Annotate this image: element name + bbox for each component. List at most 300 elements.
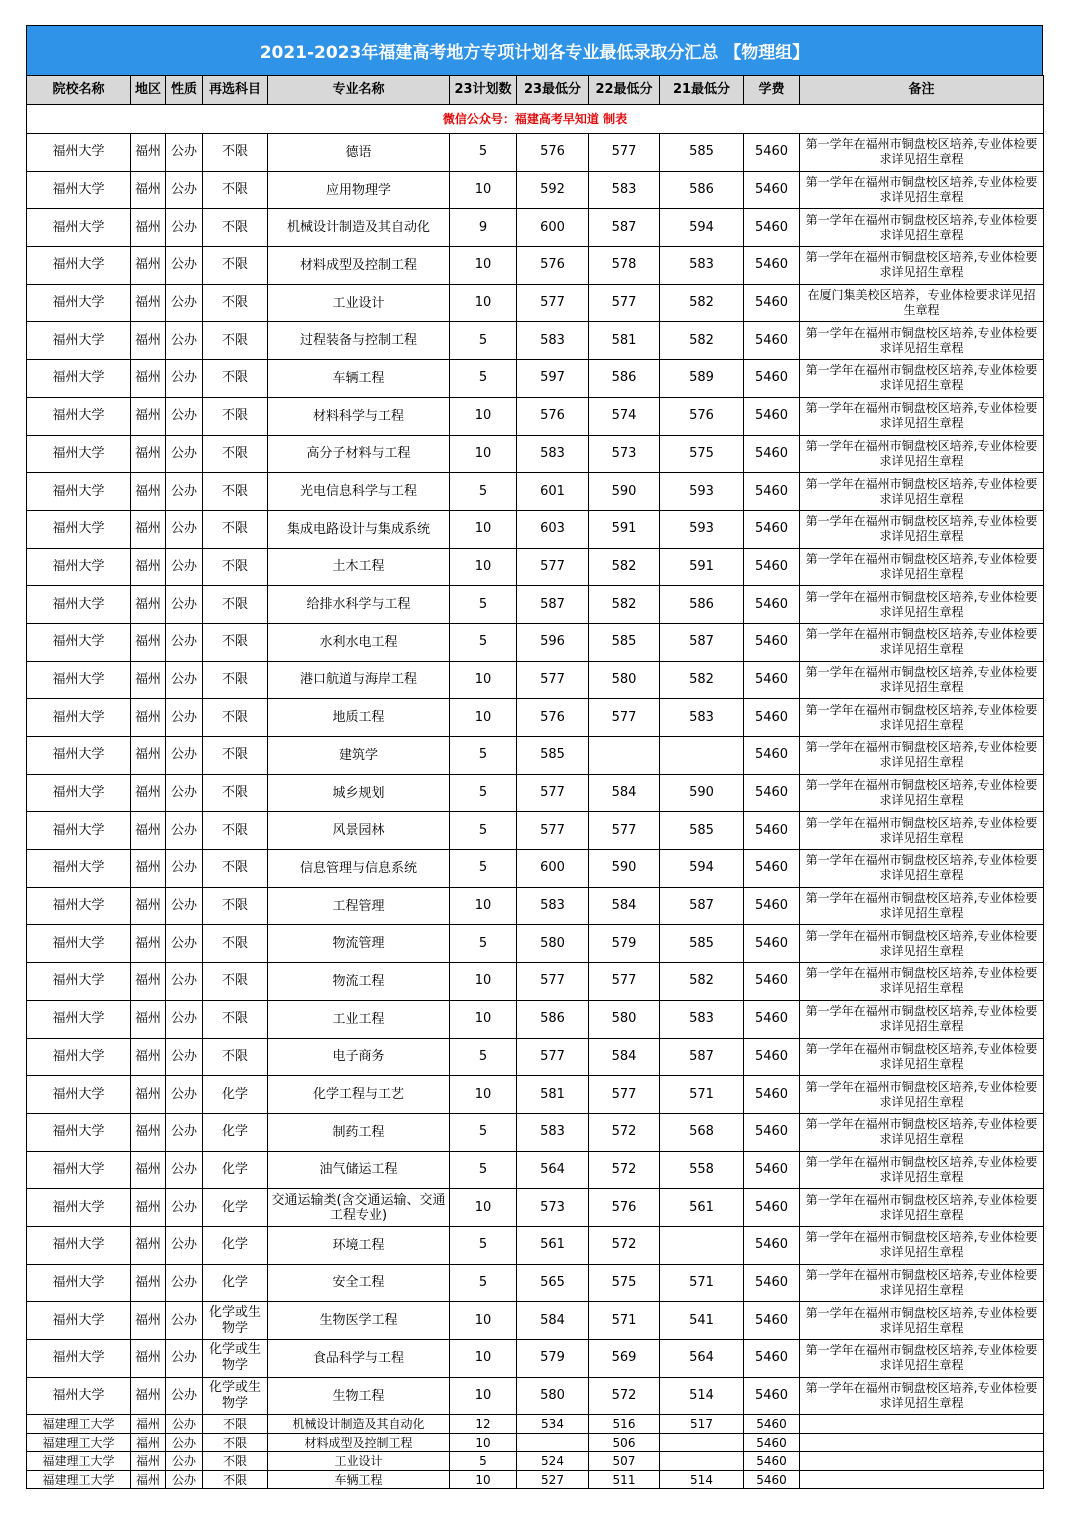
table-row — [27, 171, 1044, 209]
fee-cell: 5460 — [744, 171, 800, 209]
plan-cell: 10 — [450, 1377, 517, 1415]
min23-cell: 581 — [517, 1076, 589, 1114]
min22-cell: 584 — [589, 774, 660, 812]
type-cell: 公办 — [166, 1076, 203, 1114]
column-header: 再选科目 — [203, 76, 268, 105]
min23-cell: 585 — [517, 737, 589, 775]
major-cell: 德语 — [268, 134, 450, 172]
school-cell: 福州大学 — [27, 1113, 131, 1151]
note-cell: 第一学年在福州市铜盘校区培养,专业体检要求详见招生章程 — [800, 473, 1044, 511]
region-cell: 福州 — [131, 1038, 166, 1076]
region-cell: 福州 — [131, 1302, 166, 1340]
subject-cell: 不限 — [203, 887, 268, 925]
region-cell: 福州 — [131, 1151, 166, 1189]
table-row — [27, 887, 1044, 925]
column-header: 性质 — [166, 76, 203, 105]
min21-cell: 589 — [660, 360, 744, 398]
min23-cell: 577 — [517, 774, 589, 812]
region-cell: 福州 — [131, 887, 166, 925]
min21-cell: 558 — [660, 1151, 744, 1189]
subject-cell: 化学或生物学 — [203, 1340, 268, 1378]
plan-cell: 5 — [450, 1038, 517, 1076]
min21-cell: 583 — [660, 1000, 744, 1038]
min23-cell: 577 — [517, 963, 589, 1001]
school-cell: 福州大学 — [27, 661, 131, 699]
region-cell: 福州 — [131, 322, 166, 360]
notice-row — [27, 105, 1044, 134]
subject-cell: 化学 — [203, 1151, 268, 1189]
table-row — [27, 1000, 1044, 1038]
fee-cell: 5460 — [744, 661, 800, 699]
fee-cell: 5460 — [744, 510, 800, 548]
plan-cell: 5 — [450, 774, 517, 812]
plan-cell: 10 — [450, 963, 517, 1001]
min22-cell: 511 — [589, 1470, 660, 1489]
header-row — [27, 76, 1044, 105]
column-header: 23计划数 — [450, 76, 517, 105]
school-cell: 福州大学 — [27, 699, 131, 737]
min21-cell: 585 — [660, 925, 744, 963]
subject-cell: 不限 — [203, 1433, 268, 1452]
fee-cell: 5460 — [744, 1151, 800, 1189]
type-cell: 公办 — [166, 435, 203, 473]
min21-cell: 514 — [660, 1377, 744, 1415]
type-cell: 公办 — [166, 397, 203, 435]
subject-cell: 不限 — [203, 737, 268, 775]
fee-cell: 5460 — [744, 1264, 800, 1302]
fee-cell: 5460 — [744, 699, 800, 737]
plan-cell: 5 — [450, 623, 517, 661]
subject-cell: 不限 — [203, 850, 268, 888]
type-cell: 公办 — [166, 473, 203, 511]
school-cell: 福州大学 — [27, 850, 131, 888]
region-cell: 福州 — [131, 435, 166, 473]
type-cell: 公办 — [166, 925, 203, 963]
min22-cell: 581 — [589, 322, 660, 360]
subject-cell: 不限 — [203, 1470, 268, 1489]
major-cell: 工业工程 — [268, 1000, 450, 1038]
table-row — [27, 1377, 1044, 1415]
fee-cell: 5460 — [744, 1226, 800, 1264]
note-cell — [800, 1415, 1044, 1434]
fee-cell: 5460 — [744, 1433, 800, 1452]
min21-cell — [660, 1433, 744, 1452]
note-cell: 第一学年在福州市铜盘校区培养,专业体检要求详见招生章程 — [800, 850, 1044, 888]
type-cell: 公办 — [166, 1302, 203, 1340]
note-cell: 第一学年在福州市铜盘校区培养,专业体检要求详见招生章程 — [800, 1189, 1044, 1227]
plan-cell: 5 — [450, 1452, 517, 1471]
note-cell: 第一学年在福州市铜盘校区培养,专业体检要求详见招生章程 — [800, 963, 1044, 1001]
table-row — [27, 699, 1044, 737]
note-cell: 第一学年在福州市铜盘校区培养,专业体检要求详见招生章程 — [800, 737, 1044, 775]
min22-cell: 577 — [589, 812, 660, 850]
major-cell: 油气储运工程 — [268, 1151, 450, 1189]
region-cell: 福州 — [131, 661, 166, 699]
min21-cell: 594 — [660, 850, 744, 888]
plan-cell: 10 — [450, 1470, 517, 1489]
subject-cell: 不限 — [203, 322, 268, 360]
column-header: 院校名称 — [27, 76, 131, 105]
subject-cell: 不限 — [203, 963, 268, 1001]
region-cell: 福州 — [131, 699, 166, 737]
school-cell: 福州大学 — [27, 284, 131, 322]
region-cell: 福州 — [131, 397, 166, 435]
subject-cell: 化学 — [203, 1189, 268, 1227]
subject-cell: 不限 — [203, 1038, 268, 1076]
major-cell: 物流管理 — [268, 925, 450, 963]
min22-cell: 580 — [589, 1000, 660, 1038]
min21-cell: 571 — [660, 1264, 744, 1302]
note-cell: 第一学年在福州市铜盘校区培养,专业体检要求详见招生章程 — [800, 1000, 1044, 1038]
note-cell: 第一学年在福州市铜盘校区培养,专业体检要求详见招生章程 — [800, 1264, 1044, 1302]
table-row — [27, 1415, 1044, 1434]
min22-cell: 580 — [589, 661, 660, 699]
table-row — [27, 435, 1044, 473]
min22-cell: 569 — [589, 1340, 660, 1378]
major-cell: 生物医学工程 — [268, 1302, 450, 1340]
region-cell: 福州 — [131, 1377, 166, 1415]
subject-cell: 化学 — [203, 1226, 268, 1264]
fee-cell: 5460 — [744, 812, 800, 850]
sheet-title: 2021-2023年福建高考地方专项计划各专业最低录取分汇总 【物理组】 — [26, 25, 1043, 75]
subject-cell: 不限 — [203, 1000, 268, 1038]
min21-cell: 517 — [660, 1415, 744, 1434]
table-row — [27, 812, 1044, 850]
min22-cell: 584 — [589, 887, 660, 925]
min22-cell: 582 — [589, 548, 660, 586]
min21-cell: 575 — [660, 435, 744, 473]
table-row — [27, 473, 1044, 511]
major-cell: 应用物理学 — [268, 171, 450, 209]
plan-cell: 10 — [450, 1433, 517, 1452]
subject-cell: 化学或生物学 — [203, 1302, 268, 1340]
major-cell: 材料成型及控制工程 — [268, 1433, 450, 1452]
type-cell: 公办 — [166, 1433, 203, 1452]
region-cell: 福州 — [131, 774, 166, 812]
fee-cell: 5460 — [744, 247, 800, 285]
major-cell: 港口航道与海岸工程 — [268, 661, 450, 699]
type-cell: 公办 — [166, 1038, 203, 1076]
table-row — [27, 1151, 1044, 1189]
region-cell: 福州 — [131, 1264, 166, 1302]
fee-cell: 5460 — [744, 1340, 800, 1378]
note-cell: 第一学年在福州市铜盘校区培养,专业体检要求详见招生章程 — [800, 510, 1044, 548]
min21-cell: 541 — [660, 1302, 744, 1340]
min23-cell: 576 — [517, 397, 589, 435]
note-cell: 第一学年在福州市铜盘校区培养,专业体检要求详见招生章程 — [800, 1113, 1044, 1151]
subject-cell: 不限 — [203, 360, 268, 398]
major-cell: 交通运输类(含交通运输、交通工程专业) — [268, 1189, 450, 1227]
column-header: 23最低分 — [517, 76, 589, 105]
min23-cell: 577 — [517, 284, 589, 322]
major-cell: 集成电路设计与集成系统 — [268, 510, 450, 548]
school-cell: 福州大学 — [27, 737, 131, 775]
min23-cell: 577 — [517, 548, 589, 586]
plan-cell: 10 — [450, 1000, 517, 1038]
fee-cell: 5460 — [744, 1302, 800, 1340]
major-cell: 光电信息科学与工程 — [268, 473, 450, 511]
column-header: 21最低分 — [660, 76, 744, 105]
major-cell: 高分子材料与工程 — [268, 435, 450, 473]
table-row — [27, 963, 1044, 1001]
subject-cell: 不限 — [203, 284, 268, 322]
min23-cell: 600 — [517, 209, 589, 247]
fee-cell: 5460 — [744, 623, 800, 661]
min23-cell: 579 — [517, 1340, 589, 1378]
min22-cell: 591 — [589, 510, 660, 548]
type-cell: 公办 — [166, 209, 203, 247]
table-row — [27, 1302, 1044, 1340]
fee-cell: 5460 — [744, 774, 800, 812]
table-row — [27, 360, 1044, 398]
min23-cell: 576 — [517, 699, 589, 737]
table-row — [27, 1226, 1044, 1264]
table-row — [27, 586, 1044, 624]
school-cell: 福州大学 — [27, 435, 131, 473]
fee-cell: 5460 — [744, 925, 800, 963]
type-cell: 公办 — [166, 548, 203, 586]
plan-cell: 12 — [450, 1415, 517, 1434]
min22-cell: 572 — [589, 1226, 660, 1264]
school-cell: 福州大学 — [27, 171, 131, 209]
min21-cell: 590 — [660, 774, 744, 812]
subject-cell: 不限 — [203, 247, 268, 285]
note-cell: 第一学年在福州市铜盘校区培养,专业体检要求详见招生章程 — [800, 661, 1044, 699]
plan-cell: 5 — [450, 812, 517, 850]
min21-cell: 576 — [660, 397, 744, 435]
plan-cell: 10 — [450, 1340, 517, 1378]
type-cell: 公办 — [166, 1113, 203, 1151]
note-cell: 第一学年在福州市铜盘校区培养,专业体检要求详见招生章程 — [800, 925, 1044, 963]
fee-cell: 5460 — [744, 548, 800, 586]
min22-cell: 571 — [589, 1302, 660, 1340]
note-cell: 第一学年在福州市铜盘校区培养,专业体检要求详见招生章程 — [800, 435, 1044, 473]
type-cell: 公办 — [166, 850, 203, 888]
plan-cell: 5 — [450, 1113, 517, 1151]
min22-cell: 585 — [589, 623, 660, 661]
major-cell: 机械设计制造及其自动化 — [268, 1415, 450, 1434]
plan-cell: 5 — [450, 134, 517, 172]
min22-cell: 579 — [589, 925, 660, 963]
table-row — [27, 737, 1044, 775]
school-cell: 福州大学 — [27, 1302, 131, 1340]
column-header: 备注 — [800, 76, 1044, 105]
major-cell: 车辆工程 — [268, 1470, 450, 1489]
subject-cell: 不限 — [203, 473, 268, 511]
table-row — [27, 774, 1044, 812]
min23-cell: 597 — [517, 360, 589, 398]
major-cell: 食品科学与工程 — [268, 1340, 450, 1378]
major-cell: 风景园林 — [268, 812, 450, 850]
table-row — [27, 1340, 1044, 1378]
fee-cell: 5460 — [744, 1470, 800, 1489]
fee-cell: 5460 — [744, 284, 800, 322]
min23-cell: 584 — [517, 1302, 589, 1340]
min23-cell: 600 — [517, 850, 589, 888]
subject-cell: 不限 — [203, 812, 268, 850]
min23-cell: 580 — [517, 925, 589, 963]
plan-cell: 10 — [450, 247, 517, 285]
note-cell: 第一学年在福州市铜盘校区培养,专业体检要求详见招生章程 — [800, 1076, 1044, 1114]
score-table — [26, 75, 1044, 1489]
note-cell: 第一学年在福州市铜盘校区培养,专业体检要求详见招生章程 — [800, 1377, 1044, 1415]
school-cell: 福州大学 — [27, 134, 131, 172]
type-cell: 公办 — [166, 171, 203, 209]
min22-cell: 578 — [589, 247, 660, 285]
note-cell: 在厦门集美校区培养，专业体检要求详见招生章程 — [800, 284, 1044, 322]
school-cell: 福州大学 — [27, 774, 131, 812]
type-cell: 公办 — [166, 812, 203, 850]
type-cell: 公办 — [166, 1189, 203, 1227]
school-cell: 福州大学 — [27, 1151, 131, 1189]
min23-cell: 586 — [517, 1000, 589, 1038]
school-cell: 福州大学 — [27, 360, 131, 398]
min23-cell: 577 — [517, 812, 589, 850]
type-cell: 公办 — [166, 284, 203, 322]
fee-cell: 5460 — [744, 1415, 800, 1434]
region-cell: 福州 — [131, 1113, 166, 1151]
min23-cell: 583 — [517, 887, 589, 925]
min21-cell: 585 — [660, 134, 744, 172]
note-cell — [800, 1433, 1044, 1452]
min21-cell: 585 — [660, 812, 744, 850]
table-row — [27, 284, 1044, 322]
min22-cell: 584 — [589, 1038, 660, 1076]
region-cell: 福州 — [131, 1470, 166, 1489]
min23-cell: 596 — [517, 623, 589, 661]
type-cell: 公办 — [166, 623, 203, 661]
min22-cell: 572 — [589, 1151, 660, 1189]
major-cell: 给排水科学与工程 — [268, 586, 450, 624]
min23-cell: 565 — [517, 1264, 589, 1302]
column-header: 22最低分 — [589, 76, 660, 105]
school-cell: 福州大学 — [27, 1076, 131, 1114]
min21-cell: 587 — [660, 1038, 744, 1076]
min23-cell: 576 — [517, 134, 589, 172]
table-row — [27, 1038, 1044, 1076]
fee-cell: 5460 — [744, 435, 800, 473]
table-row — [27, 1264, 1044, 1302]
subject-cell: 不限 — [203, 510, 268, 548]
type-cell: 公办 — [166, 1452, 203, 1471]
region-cell: 福州 — [131, 1452, 166, 1471]
fee-cell: 5460 — [744, 850, 800, 888]
region-cell: 福州 — [131, 1076, 166, 1114]
region-cell: 福州 — [131, 737, 166, 775]
plan-cell: 10 — [450, 397, 517, 435]
subject-cell: 不限 — [203, 435, 268, 473]
min21-cell: 583 — [660, 699, 744, 737]
region-cell: 福州 — [131, 1433, 166, 1452]
major-cell: 工业设计 — [268, 1452, 450, 1471]
region-cell: 福州 — [131, 1189, 166, 1227]
min22-cell: 506 — [589, 1433, 660, 1452]
min22-cell: 577 — [589, 284, 660, 322]
min21-cell: 587 — [660, 623, 744, 661]
min23-cell: 577 — [517, 661, 589, 699]
table-row — [27, 1470, 1044, 1489]
plan-cell: 5 — [450, 1151, 517, 1189]
plan-cell: 5 — [450, 322, 517, 360]
region-cell: 福州 — [131, 586, 166, 624]
region-cell: 福州 — [131, 360, 166, 398]
type-cell: 公办 — [166, 1226, 203, 1264]
min21-cell: 591 — [660, 548, 744, 586]
school-cell: 福州大学 — [27, 510, 131, 548]
table-row — [27, 1452, 1044, 1471]
fee-cell: 5460 — [744, 1000, 800, 1038]
region-cell: 福州 — [131, 473, 166, 511]
school-cell: 福州大学 — [27, 586, 131, 624]
school-cell: 福州大学 — [27, 1038, 131, 1076]
major-cell: 车辆工程 — [268, 360, 450, 398]
plan-cell: 5 — [450, 473, 517, 511]
major-cell: 材料成型及控制工程 — [268, 247, 450, 285]
fee-cell: 5460 — [744, 1189, 800, 1227]
major-cell: 地质工程 — [268, 699, 450, 737]
table-row — [27, 623, 1044, 661]
score-sheet — [26, 25, 1043, 1489]
type-cell: 公办 — [166, 1000, 203, 1038]
note-cell: 第一学年在福州市铜盘校区培养,专业体检要求详见招生章程 — [800, 360, 1044, 398]
min22-cell: 573 — [589, 435, 660, 473]
type-cell: 公办 — [166, 247, 203, 285]
table-row — [27, 850, 1044, 888]
note-cell: 第一学年在福州市铜盘校区培养,专业体检要求详见招生章程 — [800, 171, 1044, 209]
school-cell: 福州大学 — [27, 1340, 131, 1378]
major-cell: 物流工程 — [268, 963, 450, 1001]
note-cell: 第一学年在福州市铜盘校区培养,专业体检要求详见招生章程 — [800, 209, 1044, 247]
subject-cell: 不限 — [203, 925, 268, 963]
type-cell: 公办 — [166, 1470, 203, 1489]
fee-cell: 5460 — [744, 322, 800, 360]
min21-cell: 586 — [660, 586, 744, 624]
min23-cell — [517, 1433, 589, 1452]
plan-cell: 10 — [450, 510, 517, 548]
school-cell: 福州大学 — [27, 887, 131, 925]
note-cell: 第一学年在福州市铜盘校区培养,专业体检要求详见招生章程 — [800, 812, 1044, 850]
major-cell: 环境工程 — [268, 1226, 450, 1264]
min21-cell: 582 — [660, 963, 744, 1001]
school-cell: 福州大学 — [27, 473, 131, 511]
type-cell: 公办 — [166, 774, 203, 812]
region-cell: 福州 — [131, 850, 166, 888]
column-header: 地区 — [131, 76, 166, 105]
min23-cell: 592 — [517, 171, 589, 209]
min23-cell: 527 — [517, 1470, 589, 1489]
plan-cell: 5 — [450, 586, 517, 624]
table-row — [27, 1076, 1044, 1114]
major-cell: 城乡规划 — [268, 774, 450, 812]
type-cell: 公办 — [166, 1151, 203, 1189]
region-cell: 福州 — [131, 1226, 166, 1264]
subject-cell: 化学 — [203, 1264, 268, 1302]
school-cell: 福建理工大学 — [27, 1433, 131, 1452]
subject-cell: 不限 — [203, 209, 268, 247]
table-row — [27, 247, 1044, 285]
plan-cell: 10 — [450, 1189, 517, 1227]
school-cell: 福州大学 — [27, 1377, 131, 1415]
subject-cell: 不限 — [203, 134, 268, 172]
notice-text: 微信公众号：福建高考早知道 制表 — [27, 105, 1044, 134]
min21-cell: 582 — [660, 661, 744, 699]
subject-cell: 不限 — [203, 171, 268, 209]
min22-cell — [589, 737, 660, 775]
min21-cell — [660, 737, 744, 775]
min21-cell: 582 — [660, 284, 744, 322]
type-cell: 公办 — [166, 322, 203, 360]
subject-cell: 不限 — [203, 1415, 268, 1434]
